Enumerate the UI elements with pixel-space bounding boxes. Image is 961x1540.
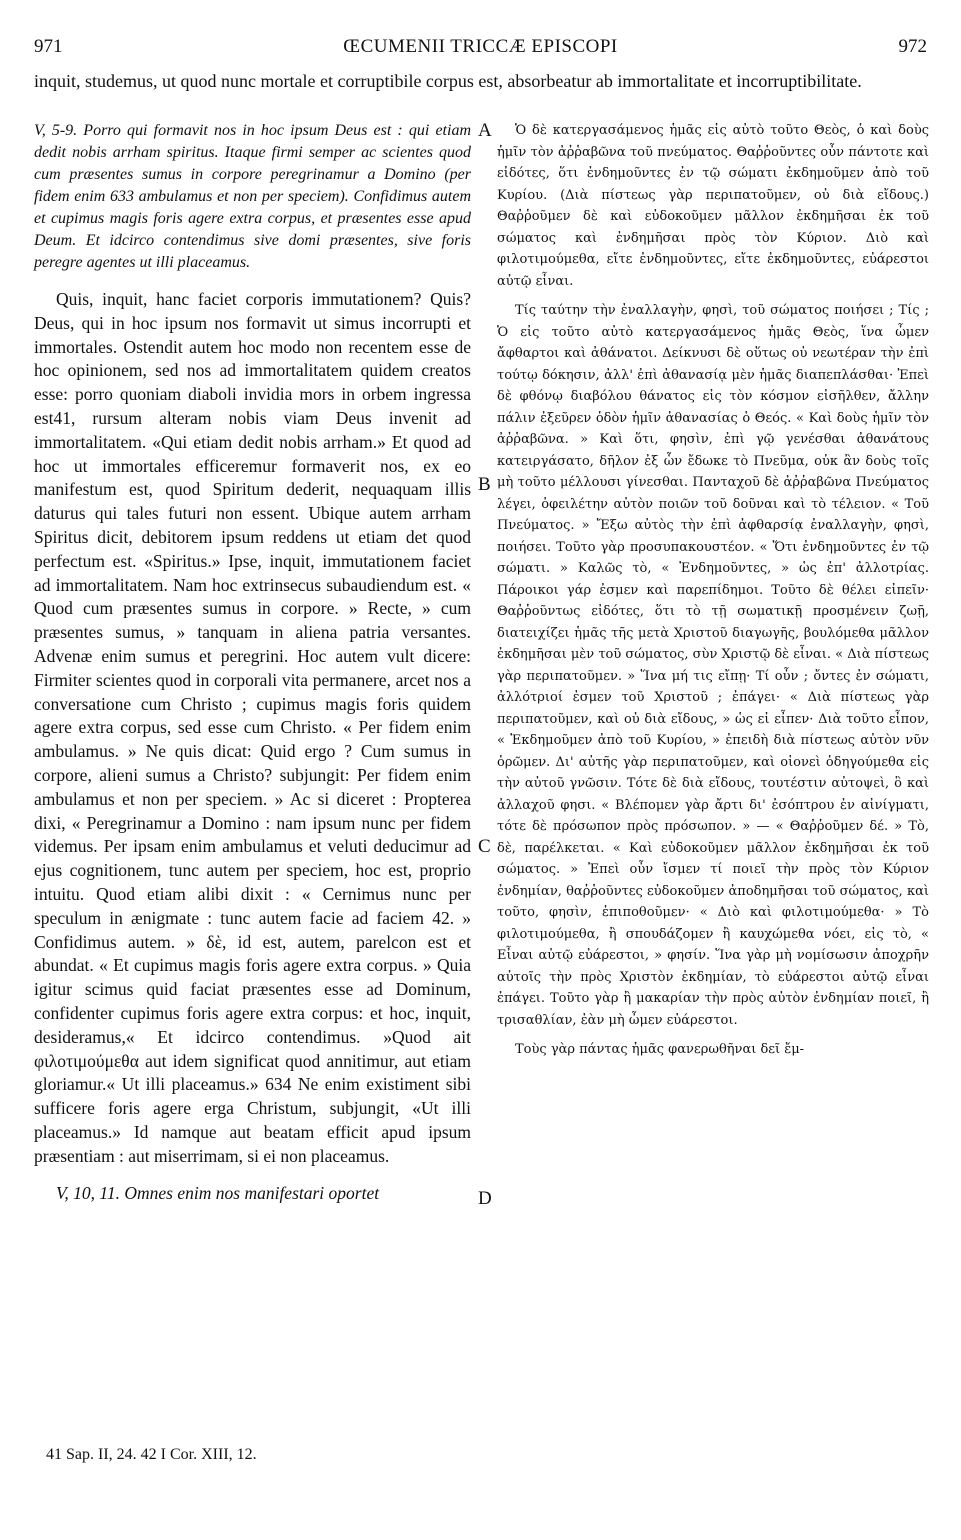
marker-c: C bbox=[478, 836, 491, 857]
commentary-greek: Τίς ταύτην τὴν ἐναλλαγὴν, φησὶ, τοῦ σώματος ποιήσει ; Τίς ; Ὁ εἰς τοῦτο αὐτὸ κατεργασάμενος ἡμᾶς Θεὸς, ἵνα ὦμεν ἄφθαρτοι καὶ ἀθάνατοι. Δείκνυσι δὲ οὕτως οὐ νεωτέραν τὴν ἐπὶ τούτῳ δόκησιν, ἀλλ' ἐπὶ ἀθανασίᾳ μὲν ἡμᾶς διαπεπλάσθαι· Ἐπεὶ δὲ φθόνῳ διαβόλου θάνατος εἰς τὸν κόσμον εἰσῆλθεν, ἄλλην πάλιν ἐξεῦρεν ὁδὸν ἡμῖν ἀθανασίας ὁ Θεός. « Καὶ δοὺς ἡμῖν τὸν ἀῤῥαβῶνα. » Καὶ ὅτι, φησὶν, ἐπὶ γῷ γενέσθαι ἀθανάτους κατειργάσατο, δῆλον ἐξ ὧν ἔδωκε τὸ Πνεῦμα, οὐκ ἂν δοὺς τοῖς μὴ τοῦτο μέλλουσι γίνεσθαι. Πανταχοῦ δὲ ἀῤῥαβῶνα Πνεύματος λέγει, ὀφειλέτην αὐτὸν ποιῶν τοῦ δοῦναι καὶ τὸ τέλειον. « Τοῦ Πνεύματος. » Ἔξω αὐτὸς τὴν ἐπὶ ἀφθαρσίᾳ ἐναλλαγὴν, φησὶ, ποιήσει. Τοῦτο γὰρ προσυπακουστέον. « Ὅτι ἐνδημοῦντες ἐν τῷ σώματι. » Καλῶς τὸ, « Ἐνδημοῦντες, » ὡς ἐπ' ἀλλοτρίας. Πάροικοι γάρ ἐσμεν καὶ παρεπίδημοι. Τοῦτο δὲ θέλει εἰπεῖν· Θαῤῥοῦντως εἰδότες, ὅτι τὸ τῇ σωματικῇ προσμένειν ζωῇ, διατειχίζει ἡμᾶς τῆς μετὰ Χριστοῦ διαγωγῆς, βουλόμεθα μᾶλλον ἐκδημῆσαι μὲν τοῦ σώματος, σὺν Χριστῷ δὲ εἶναι. « Διὰ πίστεως γὰρ περιπατοῦμεν. » Ἵνα μή τις εἴπῃ· Τί οὖν ; ὄντες ἐν σώματι, ἀλλότριοί ἐσμεν τοῦ Χριστοῦ ; ἐπάγει· « Διὰ πίστεως γὰρ περιπατοῦμεν, καὶ οὐ διὰ εἴδους, » ὡς εἰ εἶπεν· Διὰ τοῦτο εἶπον, « Ἐκδημοῦμεν ἀπὸ τοῦ Κυρίου, » ἐπειδὴ διὰ πίστεως αὐτὸν νῦν ὁρῶμεν. Δι' αὐτῆς γὰρ περιπατοῦμεν, καὶ οἱονεὶ ὁδηγούμεθα εἰς τὴν αὐτοῦ γνῶσιν. Τότε δὲ διὰ εἴδους, τουτέστιν αὐτοψεὶ, ὃ καὶ ἀλλαχοῦ φησι. « Βλέπομεν γὰρ ἄρτι δι' ἐσόπτρου ἐν αἰνίγματι, τότε δὲ πρόσωπον πρὸς πρόσωπον. » — « Θαῤῥοῦμεν δέ. » Τὸ, δὲ, παρέλκεται. « Καὶ εὐδοκοῦμεν μᾶλλον ἐκδημῆσαι ἐκ τοῦ σώματος. » Ἐπεὶ οὖν ἴσμεν τί ποιεῖ τὴν πρὸς τὸν Κύριον ἐνδημίαν, θαῤῥοῦντες εὐδοκοῦμεν ἀποδημῆσαι τοῦ σώματος, καὶ τοῦτο, φησὶν, ἐπιποθοῦμεν· « Διὸ καὶ φιλοτιμούμεθα· » Τὸ φιλοτιμούμεθα, ἢ σπουδάζομεν ἢ καυχώμεθα νόει, εἰς τὸ, « Εἶναι αὐτῷ εὐάρεστοι, » φησίν. Ἵνα γὰρ μὴ νομίσωσιν ἀποχρῆν αὐτοῖς τὴν πρὸς Χριστὸν ἐκδημίαν, τὸ εὐάρεστοι αὐτῷ εἶναι ἐπάγει. Τοῦτο γὰρ ἢ μακαρίαν τὴν πρὸς αὐτὸν ἐνδημίαν ποιεῖ, ἢ τρισαθλίαν, ἐὰν μὴ ὦμεν εὐάρεστοι. bbox=[497, 303, 929, 1028]
latin-column bbox=[34, 120, 471, 1214]
scripture-greek: Ὁ δὲ κατεργασάμενος ἡμᾶς εἰς αὐτὸ τοῦτο Θεὸς, ὁ καὶ δοὺς ἡμῖν τὸν ἀῤῥαβῶνα τοῦ πνεύματος. Θαῤῥοῦντες οὖν πάντοτε καὶ εἰδότες, ὅτι ἐνδημοῦντες ἐν τῷ σώματι ἐκδημοῦμεν ἀπὸ τοῦ Κυρίου. (Διὰ πίστεως γὰρ περιπατοῦμεν, οὐ διὰ εἴδους.) Θαῤῥοῦμεν δὲ καὶ εὐδοκοῦμεν μᾶλλον ἐκδημῆσαι ἐκ τοῦ σώματος καὶ ἐνδημῆσαι πρὸς τὸν Κύριον. Διὸ καὶ φιλοτιμούμεθα, εἴτε ἐνδημοῦντες, εἴτε ἐκδημοῦντες, εὐάρεστοι αὐτῷ εἶναι. bbox=[497, 123, 929, 289]
marker-d: D bbox=[478, 1188, 492, 1209]
commentary-latin: Quis, inquit, hanc faciet corporis immutationem? Quis? Deus, qui in hoc ipsum nos formavit ut simus incorrupti et immortales. Ostendit autem hoc modo non recentem esse de hoc opinionem, sed nos ad immortalitatem quidem creatos esse: porro quoniam diaboli invidia mors in orbem ingressa est41, rursum alteram nobis viam Deus invenit ad immortalitatem. «Qui etiam dedit nobis arrham.» Et quod ad hoc ut immortales efficeremur formaverit nos, ex eo manifestum est, quod Spiritum dederit, nequaquam illis daturus qui tales futuri non essent. Ubique autem arrham Spiritus dicit, debitorem ipsum reddens ut etiam det quod perfectum est. «Spiritus.» Ipse, inquit, immutationem faciet ad immortalitatem. Nam hoc extrinsecus subaudiendum est. « Quod cum præsentes sumus in corpore. » Recte, » cum præsentes sumus, » tanquam in aliena patria versantes. Advenæ enim sumus et peregrini. Hoc autem vult dicere: Firmiter scientes quod in corporali vita permanere, arcet nos a conversatione cum Christo ; cupimus magis foris quidem agere extra corpus, sed esse cum Christo. « Per fidem enim ambulamus. » Ne quis dicat: Quid ergo ? Cum sumus in corpore, alieni sumus a Christo? subjungit: Per fidem enim ambulamus et non per speciem. » Ac si diceret : Propterea dixi, « Peregrinamur a Domino : nam ipsum nunc per fidem videmus. Per ipsam enim ambulamus et veluti deducimur ad ejus cognitionem, tunc autem per speciem, hoc est, proprio intuitu. Quod etiam alibi dixit : « Cernimus nunc per speculum in ænigmate : tunc autem facie ad faciem 42. » Confidimus autem. » δὲ, id est, autem, parelcon est et abundat. « Et cupimus magis foris agere extra corpus. » Quia igitur scimus quid faciat præsentes esse ad Dominum, confidenter cupimus foris agere extra corpus: et hoc, inquit, desideramus,« Et idcirco contendimus. »Quod ait φιλοτιμούμεθα aut idem significat quod annitimur, aut etiam gloriamur.« Ut illi placeamus.» 634 Ne enim existiment sibi sufficere foris agere erga Christum, subjungit, «Ut illi placeamus.» Id namque aut beatam efficit apud ipsum præsentiam : aut miserrimam, si ei non placeamus. bbox=[34, 289, 471, 1166]
marker-a: A bbox=[478, 120, 492, 141]
greek-column bbox=[497, 120, 929, 1069]
marker-b: B bbox=[478, 474, 491, 495]
page-header bbox=[34, 36, 927, 62]
latin-tail: V, 10, 11. Omnes enim nos manifestari oportet bbox=[56, 1183, 380, 1204]
footnotes: 41 Sap. II, 24. 42 I Cor. XIII, 12. bbox=[46, 1446, 257, 1463]
intro-line: inquit, studemus, ut quod nunc mortale et corruptibile corpus est, absorbeatur ab immortalitate et incorruptibilitate. bbox=[34, 71, 862, 91]
greek-tail: Τοὺς γὰρ πάντας ἡμᾶς φανερωθῆναι δεῖ ἔμ- bbox=[515, 1042, 805, 1057]
left-page-number: 971 bbox=[34, 36, 63, 57]
running-title: ŒCUMENII TRICCÆ EPISCOPI bbox=[343, 36, 618, 57]
scripture-latin: V, 5-9. Porro qui formavit nos in hoc ipsum Deus est : qui etiam dedit nobis arrham spiritus. Itaque firmi semper ac scientes quod cum præsentes sumus in corpore peregrinamur a Domino (per fidem enim 633 ambulamus et non per speciem). Confidimus autem et cupimus magis foris agere extra corpus, et præsentes esse apud Deum. Et idcirco contendimus sive domi præsentes, sive foris peregre agentes ut illi placeamus. bbox=[34, 122, 471, 271]
right-page-number: 972 bbox=[898, 36, 927, 57]
